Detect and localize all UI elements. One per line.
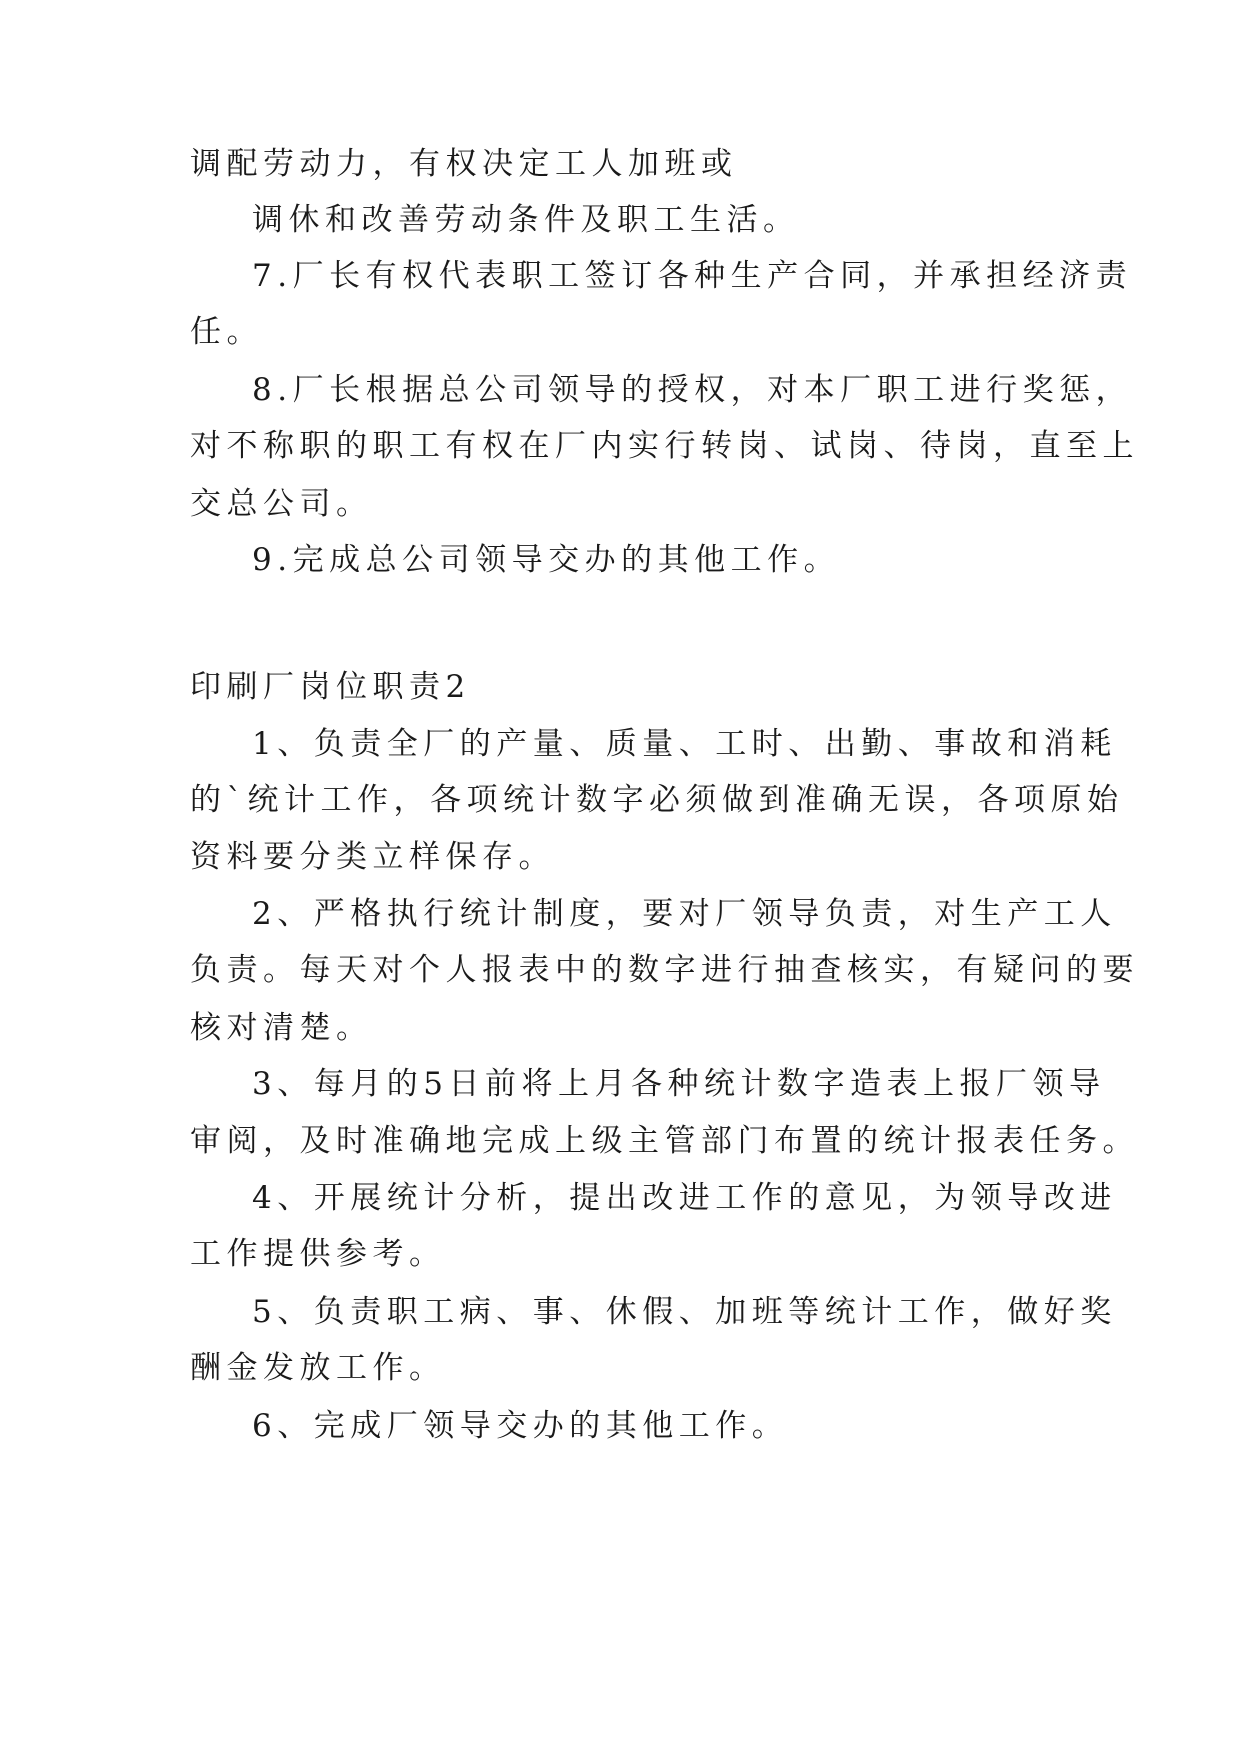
paragraph-line: 核对清楚。 <box>190 1010 373 1046</box>
list-item-3: 3、每月的5日前将上月各种统计数字造表上报厂领导 <box>252 1066 1106 1102</box>
list-item-2: 2、严格执行统计制度，要对厂领导负责，对生产工人 <box>252 896 1117 932</box>
paragraph-line: 负责。每天对个人报表中的数字进行抽查核实，有疑问的要 <box>190 952 1139 988</box>
paragraph-line: 的`统计工作，各项统计数字必须做到准确无误，各项原始 <box>190 782 1124 818</box>
paragraph-line: 任。 <box>190 314 263 350</box>
list-item-6: 6、完成厂领导交办的其他工作。 <box>252 1408 789 1444</box>
paragraph-line: 酬金发放工作。 <box>190 1350 446 1386</box>
paragraph-line: 调休和改善劳动条件及职工生活。 <box>252 202 800 238</box>
list-item-8: 8.厂长根据总公司领导的授权，对本厂职工进行奖惩， <box>252 372 1133 408</box>
paragraph-line: 资料要分类立样保存。 <box>190 839 555 875</box>
list-item-4: 4、开展统计分析，提出改进工作的意见，为领导改进 <box>252 1180 1117 1216</box>
list-item-9: 9.完成总公司领导交办的其他工作。 <box>252 542 841 578</box>
paragraph-line: 调配劳动力，有权决定工人加班或 <box>190 146 738 182</box>
section-heading: 印刷厂岗位职责2 <box>190 669 471 705</box>
paragraph-line: 审阅，及时准确地完成上级主管部门布置的统计报表任务。 <box>190 1123 1139 1159</box>
list-item-7: 7.厂长有权代表职工签订各种生产合同，并承担经济责 <box>252 258 1133 294</box>
list-item-1: 1、负责全厂的产量、质量、工时、出勤、事故和消耗 <box>252 726 1117 762</box>
paragraph-line: 对不称职的职工有权在厂内实行转岗、试岗、待岗，直至上 <box>190 428 1139 464</box>
list-item-5: 5、负责职工病、事、休假、加班等统计工作，做好奖 <box>252 1294 1117 1330</box>
paragraph-line: 交总公司。 <box>190 486 373 522</box>
paragraph-line: 工作提供参考。 <box>190 1236 446 1272</box>
